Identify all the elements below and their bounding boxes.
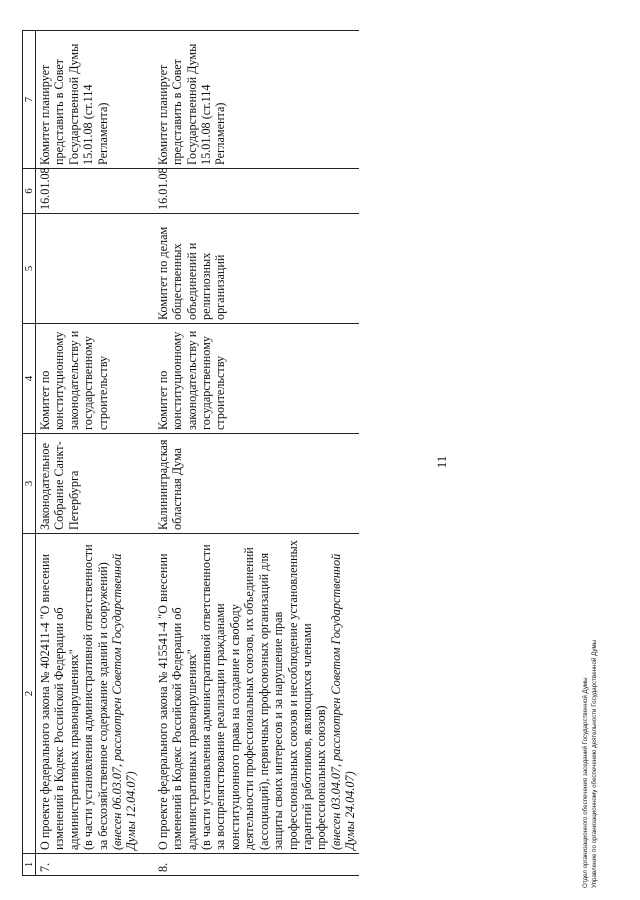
bill-description: [36, 534, 140, 854]
footer-line-1: Отдел организационного обеспечения заседаний Государственной Думы: [582, 677, 589, 888]
row-number: 7.: [36, 854, 140, 876]
date: 16.01.08: [36, 169, 140, 214]
footer-line-2: Управление по организационному обеспечению деятельности Государственной Думы: [590, 639, 598, 888]
header-row: [23, 31, 36, 876]
col-header-2: 2: [23, 534, 36, 854]
col-header-1: 1: [23, 854, 36, 876]
lead-committee: Комитет по конституционному законодательству и государственному строительству: [36, 324, 140, 434]
bill-submitted: (внесен 06.03.07, рассмотрен Советом Государственной Думы 12.04.07): [110, 553, 139, 850]
co-committee: Комитет по делам общественных объединений и религиозных организаций: [140, 214, 359, 324]
bill-description: [140, 534, 359, 854]
date: 16.01.08: [140, 169, 359, 214]
table-row: [140, 31, 359, 876]
col-header-3: 3: [23, 434, 36, 534]
bill-title: О проекте федерального закона № 402411-4 "О внесении изменений в Кодекс Российской Федерации об административных правонарушениях": [38, 553, 81, 850]
col-header-5: 5: [23, 214, 36, 324]
lead-committee: Комитет по конституционному законодательству и государственному строительству: [140, 324, 359, 434]
bill-submitted: (внесен 03.04.07, рассмотрен Советом Государственной Думы 24.04.07): [328, 553, 358, 850]
plan: Комитет планирует представить в Совет Государственной Думы 15.01.08 (ст.114 Регламента): [140, 31, 359, 169]
bill-note: (в части установления административной ответственности за воспрепятствование реализации гражданами конституционного права на создание и свободу деятельности профессиональных союзов, их объединений (ассоциаций), первичных профсоюзных организаций для защиты своих интересов и за нарушение прав профессиональных союзов и несоблюдение установленных гарантий работников, являющихся членами профессиональных союзов): [199, 540, 329, 850]
col-header-6: 6: [23, 169, 36, 214]
rotated-page: [22, 31, 628, 876]
bill-title: О проекте федерального закона № 415541-4 "О внесении изменений в Кодекс Российской Федерации об административных правонарушениях": [155, 553, 199, 850]
row-number: 8.: [140, 854, 359, 876]
page-number: 11: [434, 455, 449, 469]
bills-table: [22, 30, 359, 876]
initiator: Законодательное Собрание Санкт-Петербурга: [36, 434, 140, 534]
table-row: [36, 31, 140, 876]
bill-note: (в части установления административной ответственности за бесхозяйственное содержание зданий и сооружений): [81, 544, 110, 850]
initiator: Калининградская областная Дума: [140, 434, 359, 534]
plan: Комитет планирует представить в Совет Государственной Думы 15.01.08 (ст.114 Регламента): [36, 31, 140, 169]
col-header-4: 4: [23, 324, 36, 434]
col-header-7: 7: [23, 31, 36, 169]
footer: [582, 588, 599, 888]
co-committee: [36, 214, 140, 324]
